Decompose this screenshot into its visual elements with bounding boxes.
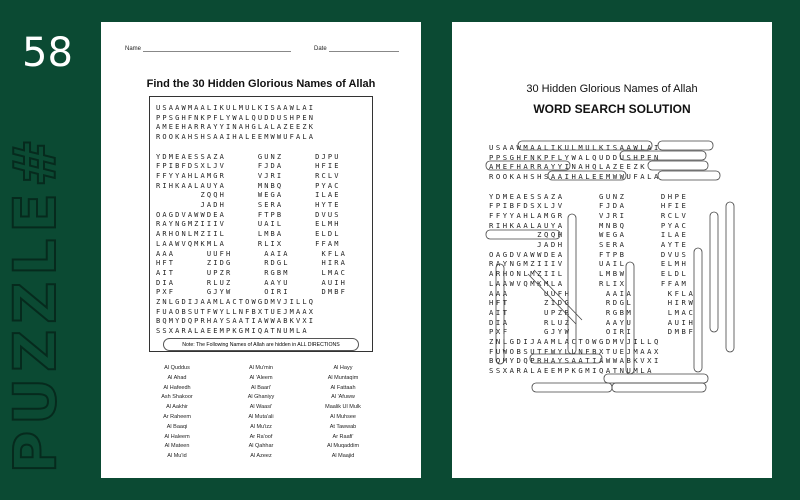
grid-row: ARHONLMZIIL LMBA ELDL: [156, 230, 341, 239]
name-label: Name: [125, 46, 142, 52]
solution-highlights: [452, 22, 772, 478]
grid-row: AMEEHARRAYYINAHGLALAZEEZK: [156, 123, 316, 132]
name-list-item: Al Maajid: [331, 453, 355, 460]
name-list-item: Ar Raafi': [332, 433, 354, 440]
grid-row: RAYNGMZIIIV UAIL ELMH: [156, 220, 341, 229]
name-list-item: Al Ahad: [167, 374, 187, 381]
grid-row: HFT ZIDG RDGL HIRA: [156, 259, 347, 268]
name-list-item: Ash Shakoor: [161, 394, 193, 401]
grid-row: JADH SERA AYTE: [489, 240, 689, 250]
name-list-item: At Tawwab: [329, 423, 357, 430]
name-list-item: Al Haleem: [164, 433, 190, 440]
solution-mark: [528, 274, 576, 324]
grid-row: [156, 143, 347, 153]
solution-mark: [518, 141, 652, 150]
grid-row: SSXARALAEEMPKGMIQATNUMLA: [156, 327, 309, 336]
solution-mark: [658, 171, 720, 180]
name-list-item: Ar Raheem: [163, 413, 191, 420]
names-column-2: [221, 364, 301, 462]
letter-grid: [156, 104, 347, 337]
grid-row: ZQQH WEGA ILAE: [156, 191, 341, 200]
grid-row: PPSGHFNKPFLYWALQUDDUSHPEN: [156, 113, 316, 122]
name-list-item: Ar Ra'oof: [249, 433, 273, 440]
grid-row: FUAOBSUTFWYLLNFBXTUEJMAAX: [156, 307, 316, 316]
grid-row: JADH SERA HYTE: [156, 201, 341, 210]
grid-row: ARHONLMZIIL LMBW ELDL: [489, 269, 689, 279]
solution-mark: [710, 212, 718, 332]
grid-row: DIA RLUZ AAYU AUIH: [489, 317, 696, 327]
date-line: [329, 51, 399, 52]
solution-mark: [604, 374, 708, 383]
name-list-item: Al Muqaddim: [326, 443, 360, 450]
grid-row: BQMYDQPRHAYSAATIAWWABKVXI: [489, 356, 661, 366]
name-list-item: Al Baaqi: [166, 423, 188, 430]
solution-subtitle: WORD SEARCH SOLUTION: [533, 102, 691, 116]
grid-row: FFYYAHLAMGR VJRI RCLV: [156, 171, 341, 180]
solution-mark: [658, 141, 713, 150]
name-list-item: Al Mu'min: [249, 365, 273, 371]
solution-mark: [612, 383, 706, 392]
solution-title: 30 Hidden Glorious Names of Allah: [526, 83, 698, 95]
solution-mark: [620, 151, 706, 160]
date-label: Date: [314, 46, 327, 52]
name-list-item: Al Waasi': [249, 404, 273, 411]
solution-mark: [534, 270, 582, 320]
grid-row: ZNLGDIJAAMLACTOWGDMVJILLQ: [156, 298, 316, 307]
solution-mark: [532, 383, 612, 392]
grid-row: USAAWMAALIKULMULKISAAWLAI: [156, 104, 316, 112]
worksheet-title: Find the 30 Hidden Glorious Names of Allah: [146, 78, 376, 90]
name-list-item: Al Hafeedh: [163, 384, 191, 391]
name-list-item: Al Qahhar: [248, 443, 274, 450]
name-line: [143, 51, 291, 52]
grid-row: RAYNGMZIIIV UAIL ELMH: [489, 259, 689, 269]
name-list-item: Al 'Afuww: [331, 394, 355, 401]
name-list-item: Al 'Aleem: [249, 374, 273, 381]
grid-row: PXF GJYW OIRI DMBF: [489, 327, 696, 337]
puzzle-vertical-label: PUZZLE#: [1, 132, 69, 474]
name-list-item: Al Fattaah: [330, 384, 356, 391]
grid-row: PXF GJYW OIRI DMBF: [156, 288, 347, 297]
grid-row: AIT UPZR RGBM LMAC: [156, 268, 347, 277]
grid-row: RIHKAALAUYA MNBQ PYAC: [489, 220, 689, 230]
name-list-item: Maalik Ul Mulk: [325, 404, 361, 411]
grid-row: FPIBFDSXLJV FJDA HFIE: [156, 162, 341, 171]
grid-row: ZNLGDIJAAMLACTOWGDMVJILLQ: [489, 337, 661, 347]
solution-page: [452, 22, 772, 478]
grid-row: USAAWMAALIKULMULKISAAWLAI: [489, 143, 661, 152]
grid-row: AAA UUFH AAIA KFLA: [489, 288, 696, 298]
grid-row: AAA UUFH AAIA KFLA: [156, 249, 347, 258]
solution-mark: [496, 264, 504, 364]
grid-row: HFT ZIDG RDGL HIRW: [489, 298, 696, 308]
solution-mark: [486, 230, 560, 239]
name-list-item: Al Mu'id: [167, 453, 187, 460]
grid-row: DIA RLUZ AAYU AUIH: [156, 278, 347, 287]
name-list-item: Al Aakhir: [166, 404, 188, 411]
solution-mark: [568, 214, 576, 354]
name-list-item: Al Baari': [250, 384, 272, 391]
grid-row: RIHKAALAUYA MNBQ PYAC: [156, 181, 341, 190]
name-list-item: Al Mateen: [164, 443, 190, 450]
grid-row: ROOKAHSHSAAIHALEEMWWUFALA: [489, 172, 661, 182]
names-column-1: [137, 364, 217, 462]
grid-row: BQMYDQPRHAYSAATIAWWABKVXI: [156, 317, 316, 326]
grid-row: FUWOBSUTFWYLLNFBXTUEJMAAX: [489, 346, 661, 356]
grid-row: AIT UPZR RGBM LMAC: [489, 307, 696, 317]
worksheet-page: [101, 22, 421, 478]
solution-mark: [530, 354, 602, 363]
solution-mark: [626, 262, 634, 374]
name-list-item: Al Muntaqim: [327, 374, 359, 381]
grid-row: PPSGHFNKPFLYWALQUDDUSHPEN: [489, 152, 661, 162]
name-list-item: Al Azeez: [250, 453, 272, 460]
solution-mark: [694, 248, 702, 372]
grid-row: ZQQH WEGA ILAE: [489, 230, 689, 240]
solution-mark: [726, 202, 734, 352]
name-list-item: Al Ghaniyy: [247, 394, 275, 401]
name-list-item: Al Hayy: [333, 365, 353, 371]
grid-row: AMEFHARRAYYINAHQLAZEEZK: [489, 162, 648, 172]
name-list-item: Al Muhsee: [330, 413, 356, 420]
grid-row: SSXARALAEEMPKGMIQATNUMLA: [489, 366, 655, 376]
grid-row: LAAWVQMKMLA RLIX FFAM: [156, 239, 341, 248]
grid-row: OAGDVAWWDEA FTPB DVUS: [489, 249, 689, 259]
grid-row: LAAWVQMKMLA RLIX FFAM: [489, 278, 689, 288]
solution-mark: [548, 171, 626, 180]
solution-mark: [486, 161, 570, 170]
grid-row: ROOKAHSHSAAIHALEEMWWUFALA: [156, 133, 316, 142]
grid-row: FFYYAHLAMGR VJRI RCLV: [489, 210, 689, 220]
name-list-item: Al Quddus: [164, 365, 190, 371]
puzzle-number: 58: [22, 30, 73, 76]
grid-row: YDMEAESSAZA GUNZ DHPE: [489, 191, 689, 201]
directions-note: Note: The Following Names of Allah are hidden in ALL DIRECTIONS: [163, 338, 359, 351]
grid-row: YDMEAESSAZA GUNZ DJPU: [156, 152, 341, 161]
name-list-item: Al Mu'izz: [250, 423, 272, 430]
grid-row: OAGDVAWWDEA FTPB DVUS: [156, 210, 341, 219]
grid-row: FPIBFDSXLJV FJDA HFIE: [489, 201, 689, 211]
solution-mark: [648, 161, 708, 170]
names-column-3: [303, 364, 383, 462]
name-list-item: Al Muta'ali: [248, 413, 274, 420]
